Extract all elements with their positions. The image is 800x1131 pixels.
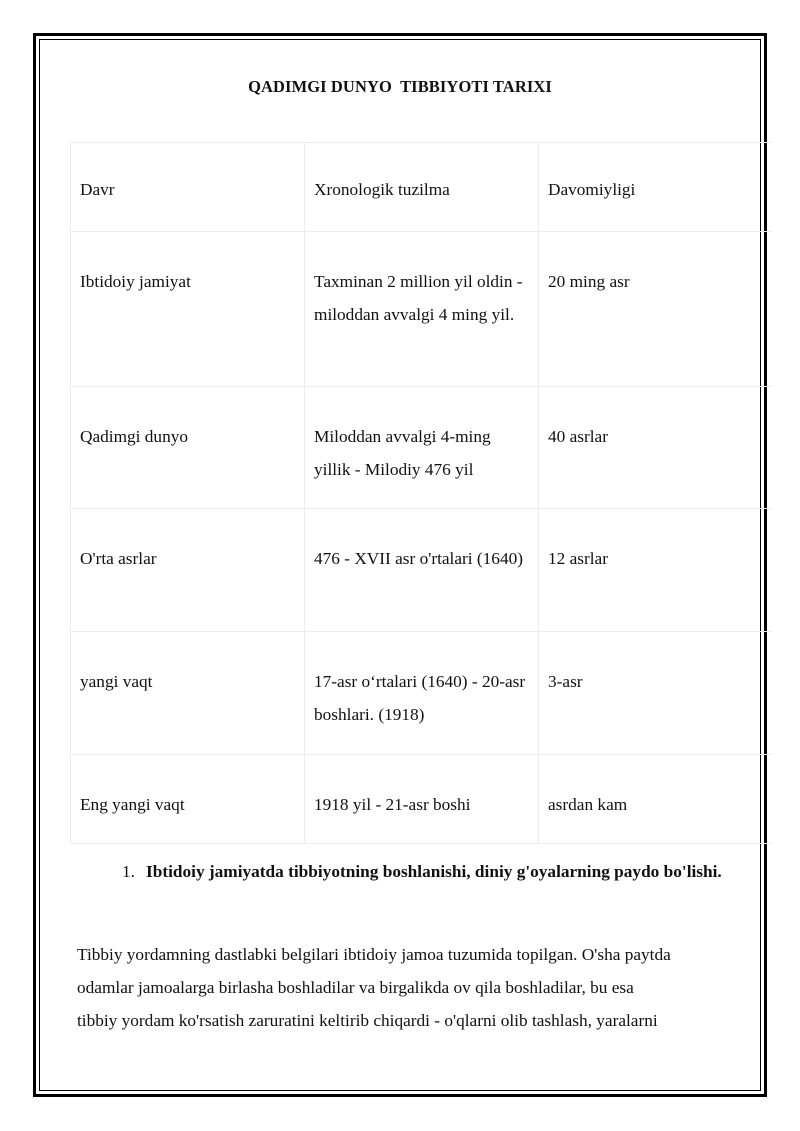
table-row — [70, 508, 772, 631]
body-paragraph — [77, 938, 737, 1037]
paragraph-line: tibbiy yordam ko'rsatish zaruratini keltirib chiqardi - o'qlarni olib tashlash, yaralarni — [77, 1011, 658, 1030]
paragraph-line: Tibbiy yordamning dastlabki belgilari ibtidoiy jamoa tuzumida topilgan. O'sha paytda — [77, 945, 671, 964]
header-cell-period: Davr — [70, 143, 304, 231]
table-cell-period: Ibtidoiy jamiyat — [70, 232, 304, 386]
table-cell-chronology: 1918 yil - 21-asr boshi — [304, 755, 538, 843]
table-cell-period: yangi vaqt — [70, 632, 304, 754]
header-cell-chronology: Xronologik tuzilma — [304, 143, 538, 231]
table-cell-period: O'rta asrlar — [70, 509, 304, 631]
table-cell-period: Eng yangi vaqt — [70, 755, 304, 843]
table-cell-chronology: 17-asr o‘rtalari (1640) - 20-asr boshlari. (1918) — [304, 632, 538, 754]
table-cell-period: Qadimgi dunyo — [70, 387, 304, 508]
table-cell-chronology: 476 - XVII asr o'rtalari (1640) — [304, 509, 538, 631]
table-row — [70, 231, 772, 386]
table-row — [70, 754, 772, 844]
table-header-row — [70, 142, 772, 231]
header-cell-duration: Davomiyligi — [538, 143, 772, 231]
table-cell-chronology: Taxminan 2 million yil oldin - miloddan avvalgi 4 ming yil. — [304, 232, 538, 386]
section-heading — [122, 855, 722, 888]
section-number: 1. — [122, 862, 135, 881]
section-heading-text: Ibtidoiy jamiyatda tibbiyotning boshlanishi, diniy g'oyalarning paydo bo'lishi. — [146, 862, 722, 881]
history-table — [70, 142, 772, 844]
table-row — [70, 631, 772, 754]
table-cell-duration: 3-asr — [538, 632, 772, 754]
table-cell-duration: 40 asrlar — [538, 387, 772, 508]
table-cell-duration: asrdan kam — [538, 755, 772, 843]
table-cell-chronology: Miloddan avvalgi 4-ming yillik - Milodiy 476 yil — [304, 387, 538, 508]
table-cell-duration: 20 ming asr — [538, 232, 772, 386]
document-title: QADIMGI DUNYO TIBBIYOTI TARIXI — [248, 77, 552, 96]
table-cell-duration: 12 asrlar — [538, 509, 772, 631]
paragraph-line: odamlar jamoalarga birlasha boshladilar va birgalikda ov qila boshladilar, bu esa — [77, 978, 634, 997]
table-row — [70, 386, 772, 508]
